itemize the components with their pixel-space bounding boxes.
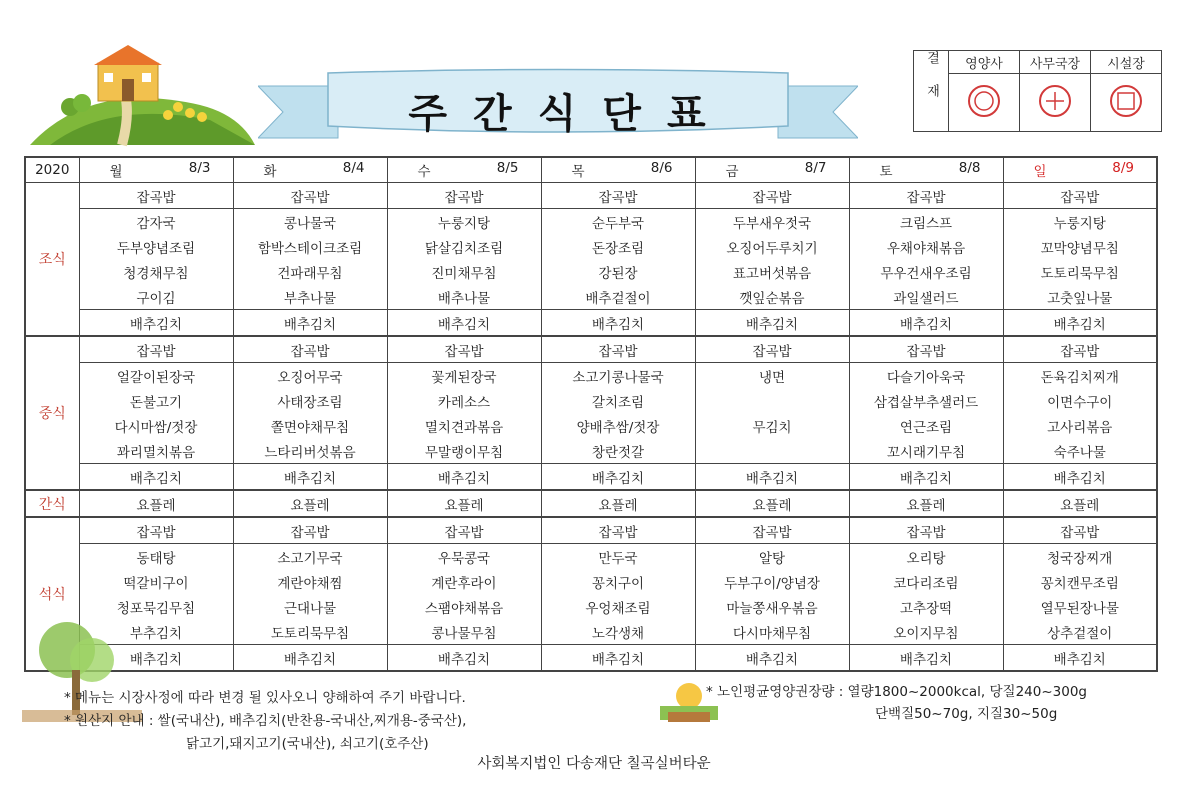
day-date: 8/5 xyxy=(496,160,519,176)
menu-item: 잡곡밥 xyxy=(541,336,695,363)
menu-item: 과일샐러드 xyxy=(849,284,1003,310)
meal-label-dinner: 석식 xyxy=(25,517,79,671)
approval-role-director: 시설장 xyxy=(1091,51,1162,74)
day-header xyxy=(541,157,695,183)
menu-item: 잡곡밥 xyxy=(233,336,387,363)
menu-item: 배추김치 xyxy=(387,464,541,491)
hill-house-illustration xyxy=(30,45,255,150)
menu-item: 다시마채무침 xyxy=(695,619,849,645)
menu-item: 떡갈비구이 xyxy=(79,569,233,594)
menu-item: 배추김치 xyxy=(849,464,1003,491)
approval-box xyxy=(913,50,1162,132)
menu-item: 꽁치구이 xyxy=(541,569,695,594)
menu-item: 배추김치 xyxy=(387,645,541,672)
menu-row xyxy=(25,413,1157,438)
menu-item: 느타리버섯볶음 xyxy=(233,438,387,464)
menu-row xyxy=(25,544,1157,570)
menu-item: 배추김치 xyxy=(849,645,1003,672)
menu-row xyxy=(25,209,1157,235)
menu-item: 꼬시래기무침 xyxy=(849,438,1003,464)
menu-item: 배추김치 xyxy=(1003,645,1157,672)
seal-stamp-icon xyxy=(1037,83,1073,119)
note-origin-cont: 닭고기,돼지고기(국내산), 쇠고기(호주산) xyxy=(186,736,429,752)
menu-item: 우채야채볶음 xyxy=(849,234,1003,259)
menu-item: 배추김치 xyxy=(541,310,695,337)
menu-row xyxy=(25,490,1157,517)
menu-row xyxy=(25,259,1157,284)
menu-item: 누룽지탕 xyxy=(1003,209,1157,235)
menu-item: 꽃게된장국 xyxy=(387,363,541,389)
menu-item: 사태장조림 xyxy=(233,388,387,413)
menu-item: 배추겉절이 xyxy=(541,284,695,310)
menu-row xyxy=(25,234,1157,259)
menu-item xyxy=(695,388,849,413)
menu-item: 무말랭이무침 xyxy=(387,438,541,464)
menu-item: 잡곡밥 xyxy=(79,517,233,544)
menu-item: 깻잎순볶음 xyxy=(695,284,849,310)
day-date: 8/3 xyxy=(188,160,211,176)
menu-item: 배추김치 xyxy=(233,464,387,491)
menu-row xyxy=(25,310,1157,337)
menu-item: 스팸야채볶음 xyxy=(387,594,541,619)
menu-item: 두부양념조림 xyxy=(79,234,233,259)
menu-item: 함박스테이크조림 xyxy=(233,234,387,259)
approval-label-text: 결재 xyxy=(924,51,939,117)
seal-stamp-icon xyxy=(966,83,1002,119)
menu-item: 돈장조림 xyxy=(541,234,695,259)
menu-item: 계란후라이 xyxy=(387,569,541,594)
note-nutrition-cont: 단백질50~70g, 지질30~50g xyxy=(875,706,1058,722)
day-name: 월 xyxy=(109,164,123,180)
menu-item: 크림스프 xyxy=(849,209,1003,235)
menu-item: 창란젓갈 xyxy=(541,438,695,464)
meal-label-snack: 간식 xyxy=(25,490,79,517)
menu-item: 배추김치 xyxy=(541,464,695,491)
menu-row xyxy=(25,388,1157,413)
seal-stamp-icon xyxy=(1108,83,1144,119)
menu-item: 배추김치 xyxy=(79,310,233,337)
menu-item: 꽁치캔무조림 xyxy=(1003,569,1157,594)
menu-item: 상추겉절이 xyxy=(1003,619,1157,645)
menu-row xyxy=(25,284,1157,310)
meal-label-lunch: 중식 xyxy=(25,336,79,490)
menu-item: 배추나물 xyxy=(387,284,541,310)
menu-item: 배추김치 xyxy=(79,645,233,672)
menu-item: 요플레 xyxy=(79,490,233,517)
approval-stamp-cell xyxy=(1020,74,1091,132)
day-date: 8/6 xyxy=(650,160,673,176)
day-name: 일 xyxy=(1033,164,1047,180)
approval-role-nutritionist: 영양사 xyxy=(949,51,1020,74)
organization-name: 사회복지법인 다송재단 칠곡실버타운 xyxy=(477,756,711,772)
menu-item: 배추김치 xyxy=(695,310,849,337)
menu-item: 닭살김치조림 xyxy=(387,234,541,259)
weekly-menu-table xyxy=(24,156,1158,672)
menu-item: 요플레 xyxy=(1003,490,1157,517)
menu-item xyxy=(695,438,849,464)
menu-item: 무우건새우조림 xyxy=(849,259,1003,284)
menu-item: 잡곡밥 xyxy=(79,336,233,363)
menu-item: 멸치견과볶음 xyxy=(387,413,541,438)
menu-item: 배추김치 xyxy=(849,310,1003,337)
menu-item: 잡곡밥 xyxy=(695,336,849,363)
menu-item: 열무된장나물 xyxy=(1003,594,1157,619)
day-date: 8/9 xyxy=(1112,160,1134,176)
menu-item: 배추김치 xyxy=(1003,310,1157,337)
menu-item: 진미채무침 xyxy=(387,259,541,284)
menu-item: 잡곡밥 xyxy=(541,183,695,209)
menu-item: 코다리조림 xyxy=(849,569,1003,594)
menu-item: 잡곡밥 xyxy=(849,336,1003,363)
menu-item: 잡곡밥 xyxy=(233,517,387,544)
menu-row xyxy=(25,438,1157,464)
menu-item: 청경채무침 xyxy=(79,259,233,284)
menu-item: 잡곡밥 xyxy=(387,183,541,209)
menu-item: 잡곡밥 xyxy=(387,517,541,544)
menu-item: 계란야채찜 xyxy=(233,569,387,594)
menu-item: 잡곡밥 xyxy=(79,183,233,209)
menu-item: 콩나물국 xyxy=(233,209,387,235)
menu-item: 쫄면야채무침 xyxy=(233,413,387,438)
menu-item: 우묵콩국 xyxy=(387,544,541,570)
menu-item: 구이김 xyxy=(79,284,233,310)
menu-item: 잡곡밥 xyxy=(1003,517,1157,544)
note-change: * 메뉴는 시장사정에 따라 변경 될 있사오니 양해하여 주기 바랍니다. xyxy=(64,690,466,706)
menu-item: 잡곡밥 xyxy=(1003,183,1157,209)
menu-item: 무김치 xyxy=(695,413,849,438)
day-header xyxy=(233,157,387,183)
menu-item: 알탕 xyxy=(695,544,849,570)
note-nutrition: * 노인평균영양권장량 : 열량1800~2000kcal, 당질240~300g xyxy=(706,684,1087,700)
menu-item: 배추김치 xyxy=(695,645,849,672)
menu-item: 배추김치 xyxy=(79,464,233,491)
menu-item: 건파래무침 xyxy=(233,259,387,284)
menu-item: 노각생채 xyxy=(541,619,695,645)
menu-row xyxy=(25,645,1157,672)
year-header: 2020 xyxy=(25,157,79,183)
menu-item: 배추김치 xyxy=(695,464,849,491)
menu-item: 동태탕 xyxy=(79,544,233,570)
menu-item: 요플레 xyxy=(695,490,849,517)
menu-item: 강된장 xyxy=(541,259,695,284)
menu-item: 근대나물 xyxy=(233,594,387,619)
menu-item: 마늘쫑새우볶음 xyxy=(695,594,849,619)
menu-item: 잡곡밥 xyxy=(695,183,849,209)
menu-item: 카레소스 xyxy=(387,388,541,413)
menu-item: 배추김치 xyxy=(233,310,387,337)
menu-row xyxy=(25,464,1157,491)
menu-item: 요플레 xyxy=(233,490,387,517)
day-date: 8/7 xyxy=(804,160,827,176)
menu-row xyxy=(25,336,1157,363)
approval-label xyxy=(914,51,949,132)
menu-item: 이면수구이 xyxy=(1003,388,1157,413)
approval-stamp-cell xyxy=(949,74,1020,132)
day-header xyxy=(79,157,233,183)
menu-item: 요플레 xyxy=(541,490,695,517)
menu-item: 삼겹살부추샐러드 xyxy=(849,388,1003,413)
menu-item: 숙주나물 xyxy=(1003,438,1157,464)
menu-item: 청국장찌개 xyxy=(1003,544,1157,570)
menu-item: 배추김치 xyxy=(387,310,541,337)
menu-item: 도토리묵무침 xyxy=(233,619,387,645)
day-header xyxy=(387,157,541,183)
menu-item: 고추장떡 xyxy=(849,594,1003,619)
menu-item: 소고기무국 xyxy=(233,544,387,570)
menu-row xyxy=(25,619,1157,645)
menu-item: 누룽지탕 xyxy=(387,209,541,235)
menu-item: 소고기콩나물국 xyxy=(541,363,695,389)
menu-item: 콩나물무침 xyxy=(387,619,541,645)
menu-item: 돈불고기 xyxy=(79,388,233,413)
menu-row xyxy=(25,363,1157,389)
menu-row xyxy=(25,594,1157,619)
menu-item: 두부새우젓국 xyxy=(695,209,849,235)
menu-item: 두부구이/양념장 xyxy=(695,569,849,594)
menu-item: 오징어무국 xyxy=(233,363,387,389)
menu-item: 다슬기아욱국 xyxy=(849,363,1003,389)
menu-item: 고사리볶음 xyxy=(1003,413,1157,438)
menu-row xyxy=(25,569,1157,594)
menu-item: 표고버섯볶음 xyxy=(695,259,849,284)
day-name: 금 xyxy=(725,164,739,180)
menu-item: 잡곡밥 xyxy=(849,517,1003,544)
day-header xyxy=(695,157,849,183)
menu-item: 잡곡밥 xyxy=(695,517,849,544)
menu-item: 꽈리멸치볶음 xyxy=(79,438,233,464)
menu-item: 연근조림 xyxy=(849,413,1003,438)
menu-item: 순두부국 xyxy=(541,209,695,235)
menu-item: 돈육김치찌개 xyxy=(1003,363,1157,389)
menu-item: 다시마쌈/젓장 xyxy=(79,413,233,438)
menu-item: 만두국 xyxy=(541,544,695,570)
menu-item: 배추김치 xyxy=(1003,464,1157,491)
menu-item: 도토리묵무침 xyxy=(1003,259,1157,284)
day-header xyxy=(1003,157,1157,183)
meal-label-breakfast: 조식 xyxy=(25,183,79,337)
menu-item: 잡곡밥 xyxy=(849,183,1003,209)
menu-item: 잡곡밥 xyxy=(233,183,387,209)
menu-item: 요플레 xyxy=(849,490,1003,517)
page-title: 주간식단표 xyxy=(408,91,732,137)
menu-item: 오징어두루치기 xyxy=(695,234,849,259)
menu-item: 청포묵김무침 xyxy=(79,594,233,619)
note-origin: * 원산지 안내 : 쌀(국내산), 배추김치(반찬용-국내산,찌개용-중국산), xyxy=(64,713,467,729)
menu-item: 부추나물 xyxy=(233,284,387,310)
menu-item: 잡곡밥 xyxy=(387,336,541,363)
menu-item: 냉면 xyxy=(695,363,849,389)
menu-row xyxy=(25,183,1157,209)
day-name: 토 xyxy=(879,164,893,180)
menu-item: 우엉채조림 xyxy=(541,594,695,619)
day-header xyxy=(849,157,1003,183)
day-name: 화 xyxy=(263,164,277,180)
day-name: 수 xyxy=(417,164,431,180)
menu-item: 얼갈이된장국 xyxy=(79,363,233,389)
day-date: 8/8 xyxy=(958,160,981,176)
menu-item: 잡곡밥 xyxy=(1003,336,1157,363)
day-name: 목 xyxy=(571,164,585,180)
menu-item: 오리탕 xyxy=(849,544,1003,570)
menu-item: 감자국 xyxy=(79,209,233,235)
menu-item: 잡곡밥 xyxy=(541,517,695,544)
menu-item: 배추김치 xyxy=(233,645,387,672)
menu-item: 배추김치 xyxy=(541,645,695,672)
menu-item: 양배추쌈/젓장 xyxy=(541,413,695,438)
menu-item: 꼬막양념무침 xyxy=(1003,234,1157,259)
menu-item: 요플레 xyxy=(387,490,541,517)
approval-role-manager: 사무국장 xyxy=(1020,51,1091,74)
menu-item: 부추김치 xyxy=(79,619,233,645)
menu-item: 오이지무침 xyxy=(849,619,1003,645)
menu-item: 갈치조림 xyxy=(541,388,695,413)
day-date: 8/4 xyxy=(342,160,365,176)
menu-item: 고춧잎나물 xyxy=(1003,284,1157,310)
approval-stamp-cell xyxy=(1091,74,1162,132)
menu-row xyxy=(25,517,1157,544)
